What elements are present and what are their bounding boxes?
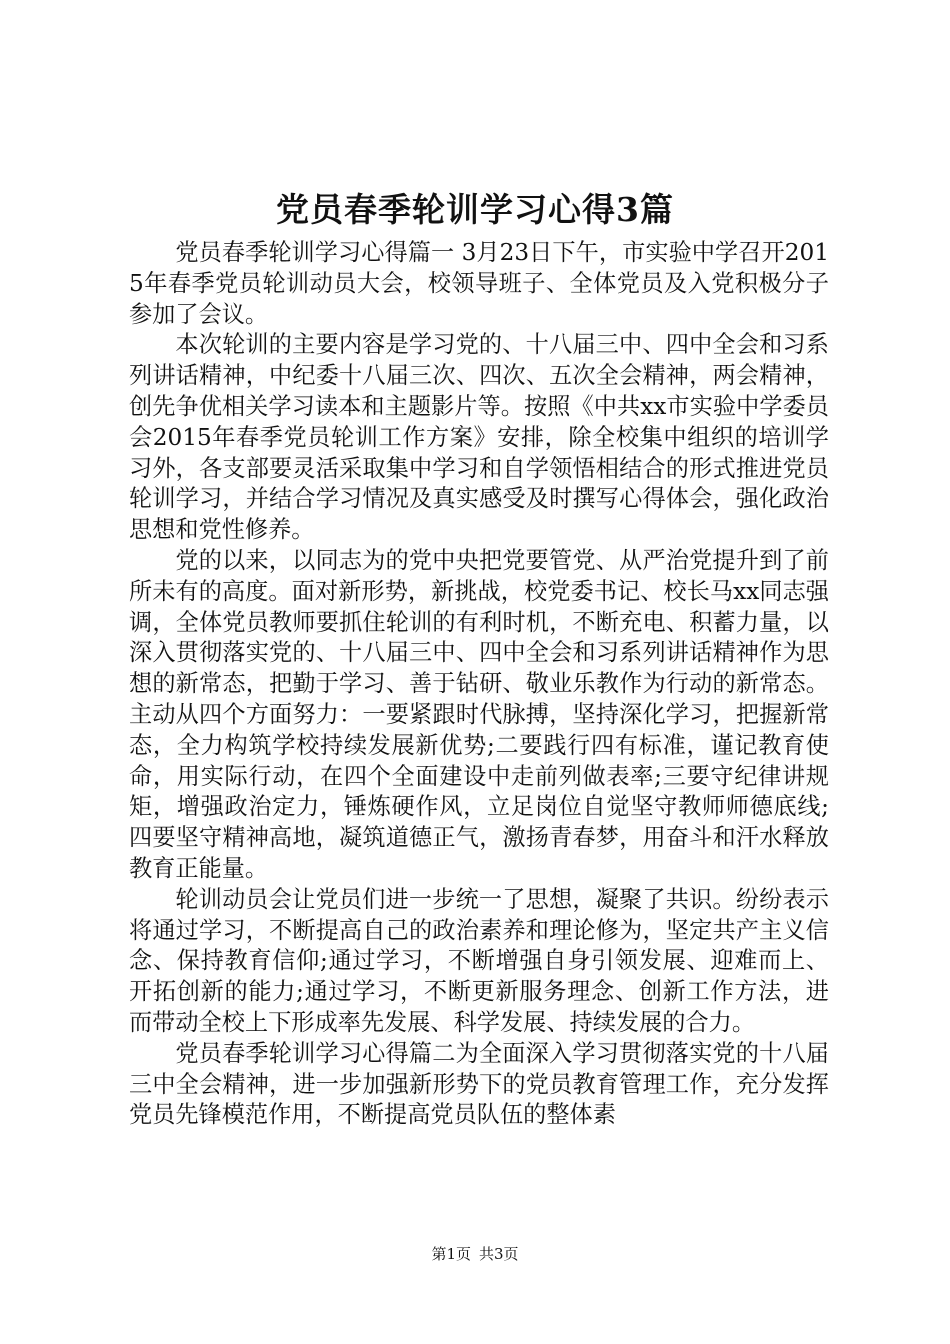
paragraph: 本次轮训的主要内容是学习党的、十八届三中、四中全会和习系列讲话精神，中纪委十八届三次、四次、五次全会精神，两会精神，创先争优相关学习读本和主题影片等。按照《中共xx市实验中学委员会2015年春季党员轮训工作方案》安排，除全校集中组织的培训学习外，各支部要灵活采取集中学习和自学领悟相结合的形式推进党员轮训学习，并结合学习情况及真实感受及时撰写心得体会，强化政治思想和党性修养。 [129, 331, 829, 544]
page-total: 共3页 [479, 1245, 519, 1263]
paragraph: 党员春季轮训学习心得篇二为全面深入学习贯彻落实党的十八届三中全会精神，进一步加强新形势下的党员教育管理工作，充分发挥党员先锋模范作用，不断提高党员队伍的整体素 [129, 1039, 829, 1129]
document-title: 党员春季轮训学习心得3篇 [276, 190, 674, 229]
page-footer [0, 1244, 950, 1264]
paragraph: 轮训动员会让党员们进一步统一了思想，凝聚了共识。纷纷表示将通过学习，不断提高自己的政治素养和理论修为，坚定共产主义信念、保持教育信仰;通过学习，不断增强自身引领发展、迎难而上、开拓创新的能力;通过学习，不断更新服务理念、创新工作方法，进而带动全校上下形成率先发展、科学发展、持续发展的合力。 [129, 885, 829, 1036]
page-number: 第1页 [431, 1245, 471, 1263]
paragraph: 党员春季轮训学习心得篇一 3月23日下午，市实验中学召开2015年春季党员轮训动员大会，校领导班子、全体党员及入党积极分子参加了会议。 [129, 239, 829, 328]
paragraph: 党的以来，以同志为的党中央把党要管党、从严治党提升到了前所未有的高度。面对新形势，新挑战，校党委书记、校长马xx同志强调，全体党员教师要抓住轮训的有利时机，不断充电、积蓄力量，以深入贯彻落实党的、十八届三中、四中全会和习系列讲话精神作为思想的新常态，把勤于学习、善于钻研、敬业乐教作为行动的新常态。主动从四个方面努力：一要紧跟时代脉搏，坚持深化学习，把握新常态，全力构筑学校持续发展新优势;二要践行四有标准，谨记教育使命，用实际行动，在四个全面建设中走前列做表率;三要守纪律讲规矩，增强政治定力，锤炼硬作风，立足岗位自觉坚守教师师德底线;四要坚守精神高地，凝筑道德正气，激扬青春梦，用奋斗和汗水释放教育正能量。 [129, 546, 829, 882]
document-body [129, 238, 829, 1131]
